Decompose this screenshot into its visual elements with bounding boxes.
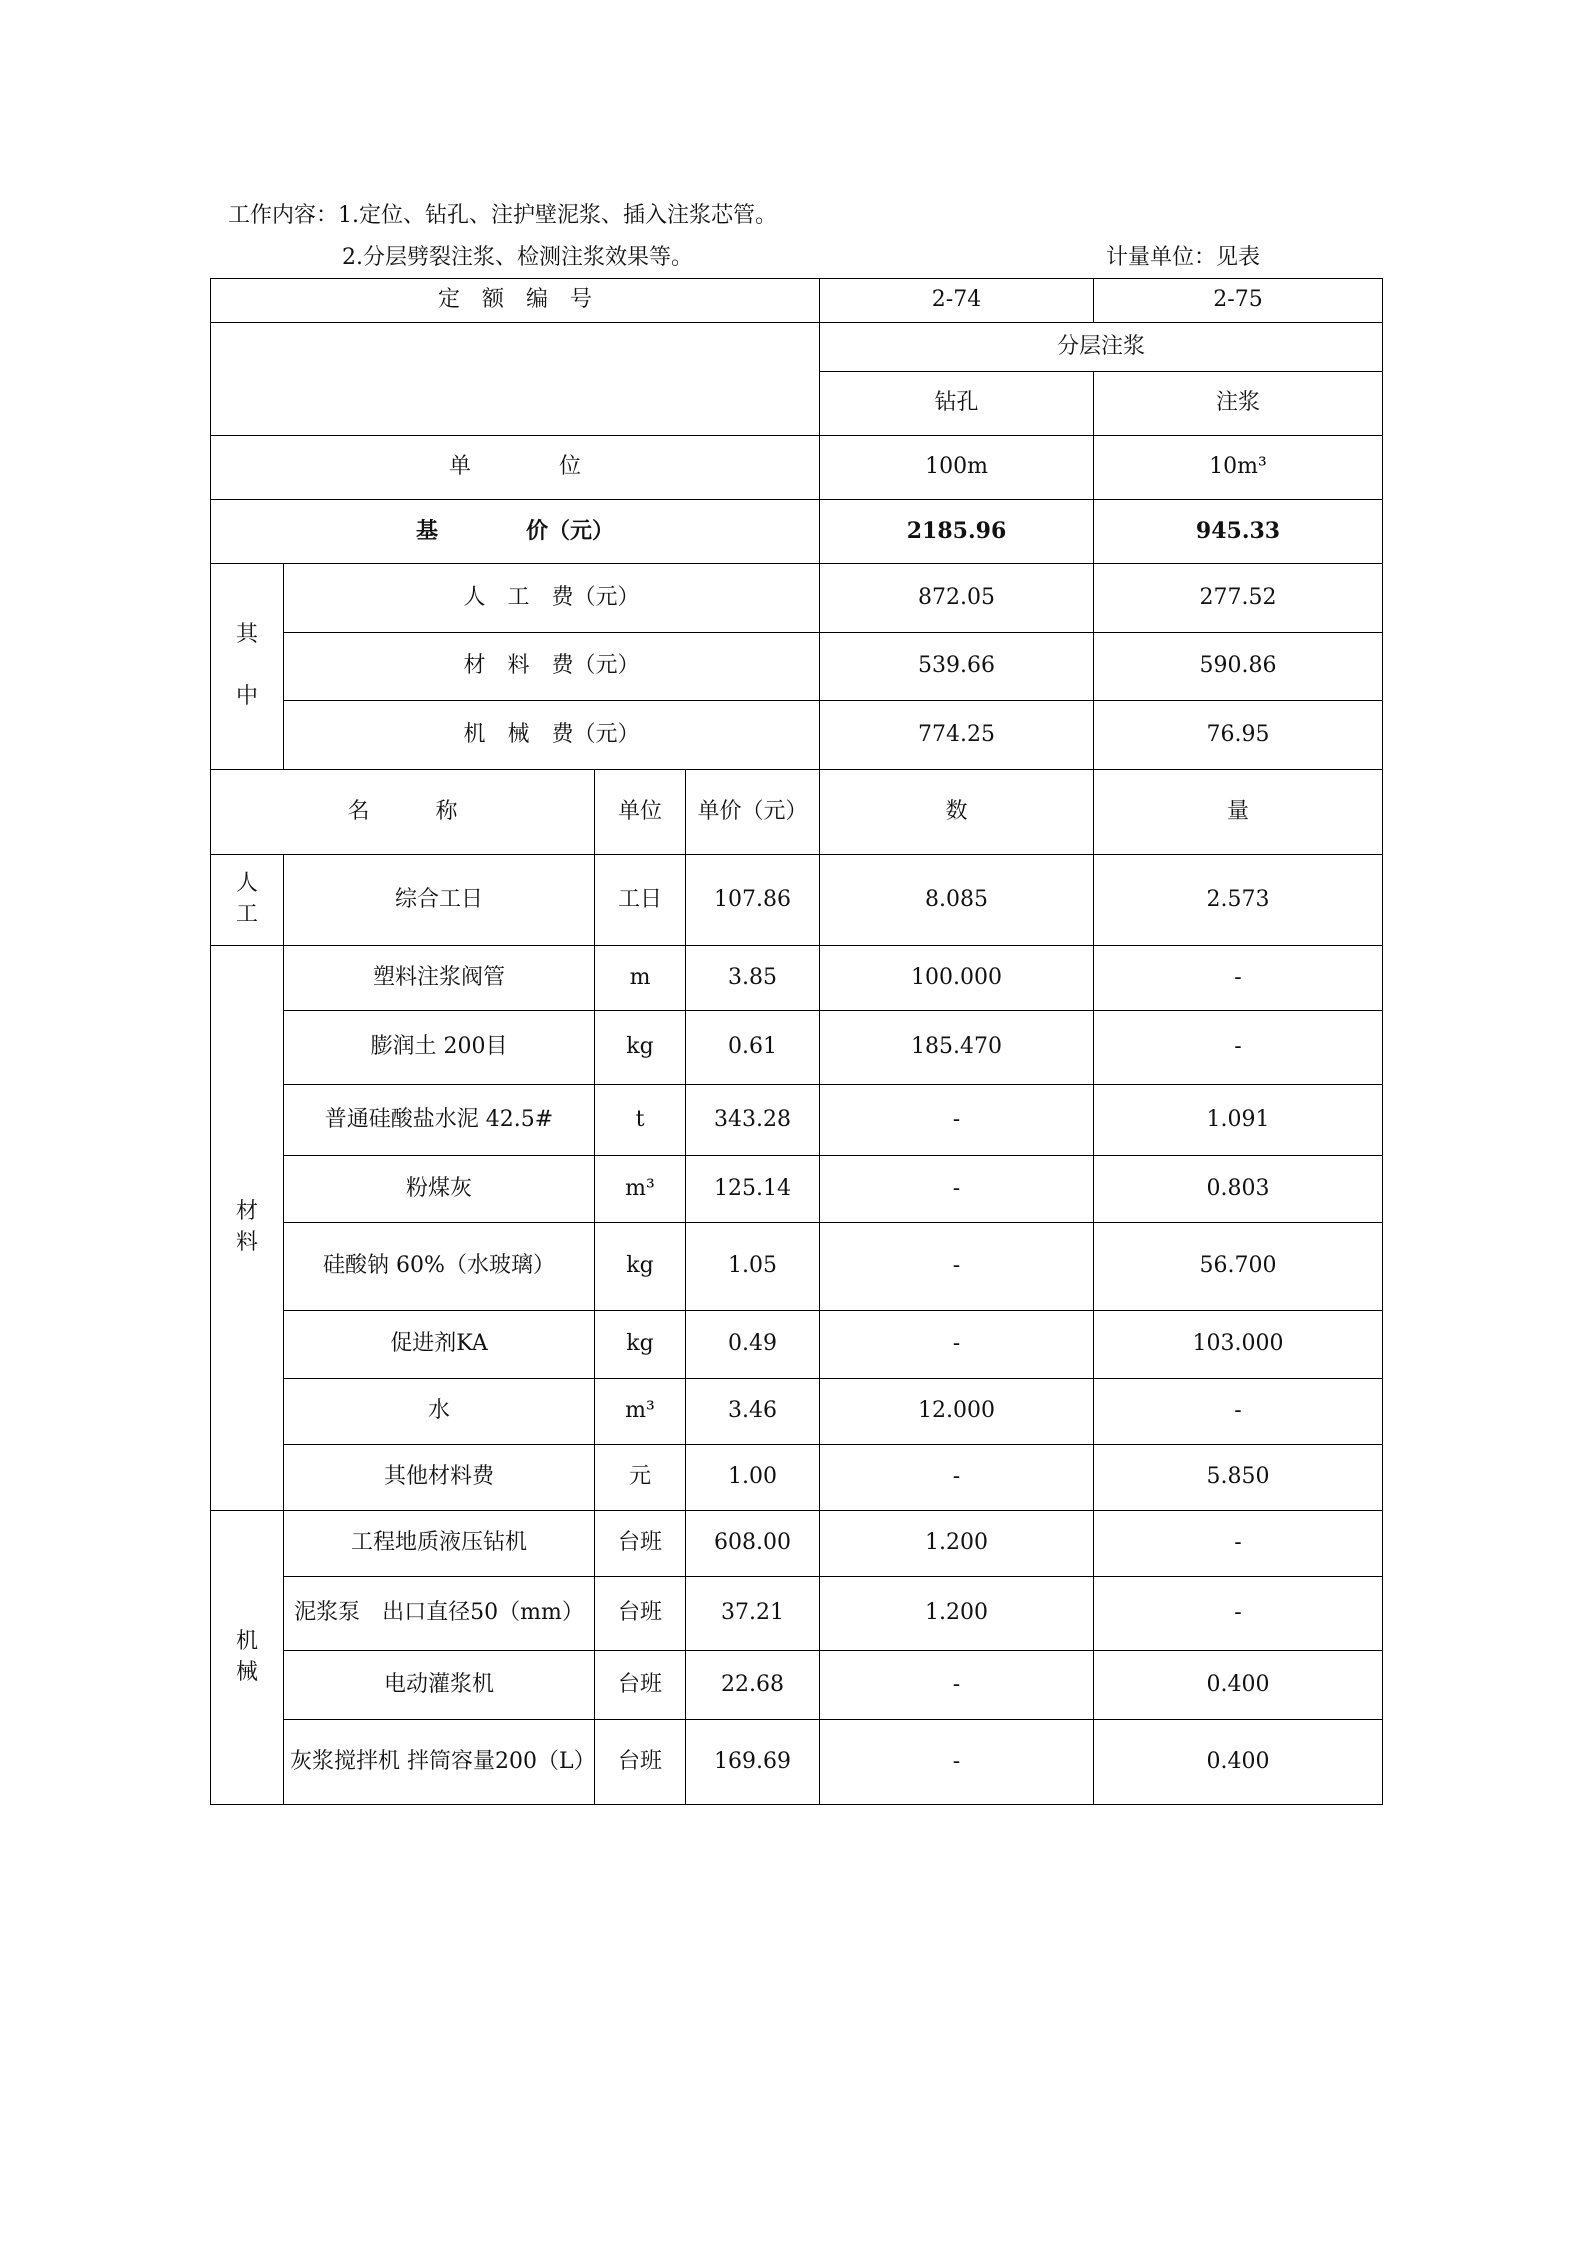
quota-table [210, 278, 1383, 1805]
work-content-line-2: 2.分层劈裂注浆、检测注浆效果等。 [342, 245, 693, 270]
unit-note: 计量单位：见表 [1106, 245, 1261, 270]
item-unit-price: 107.86 [686, 855, 820, 946]
col-qty-header-left: 数 [820, 770, 1094, 855]
table-row [211, 1311, 1383, 1379]
work-content-line-1: 工作内容：1.定位、钻孔、注护壁泥浆、插入注浆芯管。 [228, 203, 777, 228]
item-qty-a: - [820, 1085, 1094, 1156]
item-unit: 台班 [595, 1577, 686, 1651]
item-name: 促进剂KA [284, 1311, 595, 1379]
table-row [211, 1445, 1383, 1511]
item-unit: t [595, 1085, 686, 1156]
table-row [211, 855, 1383, 946]
column-header-row [211, 770, 1383, 855]
labor-cost-a: 872.05 [820, 564, 1094, 633]
item-qty-a: 185.470 [820, 1011, 1094, 1085]
item-qty-a: 1.200 [820, 1511, 1094, 1577]
table-row [211, 1379, 1383, 1445]
item-name: 水 [284, 1379, 595, 1445]
material-cost-row [211, 633, 1383, 701]
project-a: 钻孔 [820, 372, 1094, 436]
item-qty-b: 56.700 [1094, 1223, 1383, 1311]
quota-number-a: 2-74 [820, 279, 1094, 323]
item-name: 综合工日 [284, 855, 595, 946]
item-qty-a: 100.000 [820, 946, 1094, 1011]
item-unit: kg [595, 1223, 686, 1311]
table-row [211, 1511, 1383, 1577]
item-name: 电动灌浆机 [284, 1651, 595, 1720]
col-unit-header: 单位 [595, 770, 686, 855]
item-qty-b: 103.000 [1094, 1311, 1383, 1379]
unit-b: 10m³ [1094, 436, 1383, 500]
item-unit: kg [595, 1311, 686, 1379]
item-name: 灰浆搅拌机 拌筒容量200（L） [284, 1720, 595, 1805]
base-price-b: 945.33 [1094, 500, 1383, 564]
item-qty-a: - [820, 1223, 1094, 1311]
item-qty-b: - [1094, 946, 1383, 1011]
category-machine: 机 械 [211, 1511, 284, 1805]
item-qty-a: 8.085 [820, 855, 1094, 946]
machine-cost-b: 76.95 [1094, 701, 1383, 770]
item-qty-a: - [820, 1720, 1094, 1805]
project-group-row [211, 323, 1383, 372]
item-qty-a: - [820, 1651, 1094, 1720]
item-unit-price: 1.05 [686, 1223, 820, 1311]
item-name: 其他材料费 [284, 1445, 595, 1511]
item-name: 普通硅酸盐水泥 42.5# [284, 1085, 595, 1156]
table-row [211, 1720, 1383, 1805]
item-name: 粉煤灰 [284, 1156, 595, 1223]
item-qty-a: - [820, 1156, 1094, 1223]
table-row [211, 946, 1383, 1011]
item-unit-price: 37.21 [686, 1577, 820, 1651]
item-qty-a: 12.000 [820, 1379, 1094, 1445]
unit-row [211, 436, 1383, 500]
item-unit-price: 0.49 [686, 1311, 820, 1379]
item-qty-b: - [1094, 1379, 1383, 1445]
labor-cost-label: 人 工 费（元） [284, 564, 820, 633]
item-qty-a: 1.200 [820, 1577, 1094, 1651]
material-cost-label: 材 料 费（元） [284, 633, 820, 701]
item-name: 膨润土 200目 [284, 1011, 595, 1085]
base-price-a: 2185.96 [820, 500, 1094, 564]
item-unit-price: 22.68 [686, 1651, 820, 1720]
col-name-header: 名 称 [211, 770, 595, 855]
item-qty-a: - [820, 1311, 1094, 1379]
table-row [211, 1651, 1383, 1720]
item-unit: m [595, 946, 686, 1011]
unit-a: 100m [820, 436, 1094, 500]
item-qty-b: 0.400 [1094, 1720, 1383, 1805]
base-price-row [211, 500, 1383, 564]
item-unit: m³ [595, 1379, 686, 1445]
base-price-label: 基 价（元） [211, 500, 820, 564]
material-cost-b: 590.86 [1094, 633, 1383, 701]
item-name: 工程地质液压钻机 [284, 1511, 595, 1577]
item-name: 硅酸钠 60%（水玻璃） [284, 1223, 595, 1311]
item-qty-a: - [820, 1445, 1094, 1511]
project-b: 注浆 [1094, 372, 1383, 436]
quota-number-b: 2-75 [1094, 279, 1383, 323]
labor-cost-row [211, 564, 1383, 633]
item-unit: m³ [595, 1156, 686, 1223]
item-qty-b: - [1094, 1577, 1383, 1651]
machine-cost-label: 机 械 费（元） [284, 701, 820, 770]
of-which-label: 其 中 [211, 564, 284, 770]
machine-cost-row [211, 701, 1383, 770]
table-row [211, 1577, 1383, 1651]
item-unit-price: 0.61 [686, 1011, 820, 1085]
col-unit-price-header: 单价（元） [686, 770, 820, 855]
item-unit: 台班 [595, 1720, 686, 1805]
item-qty-b: 0.400 [1094, 1651, 1383, 1720]
item-name: 泥浆泵 出口直径50（mm） [284, 1577, 595, 1651]
item-unit-price: 608.00 [686, 1511, 820, 1577]
quota-number-row [211, 279, 1383, 323]
item-unit: kg [595, 1011, 686, 1085]
item-unit-price: 343.28 [686, 1085, 820, 1156]
table-row [211, 1156, 1383, 1223]
labor-cost-b: 277.52 [1094, 564, 1383, 633]
table-row [211, 1223, 1383, 1311]
item-unit: 元 [595, 1445, 686, 1511]
item-unit-price: 3.46 [686, 1379, 820, 1445]
item-qty-b: - [1094, 1011, 1383, 1085]
project-group-label: 分层注浆 [820, 323, 1383, 372]
item-unit: 台班 [595, 1651, 686, 1720]
item-qty-b: 1.091 [1094, 1085, 1383, 1156]
item-unit-price: 1.00 [686, 1445, 820, 1511]
material-cost-a: 539.66 [820, 633, 1094, 701]
item-name: 塑料注浆阀管 [284, 946, 595, 1011]
item-unit-price: 125.14 [686, 1156, 820, 1223]
item-qty-b: 0.803 [1094, 1156, 1383, 1223]
item-unit-price: 3.85 [686, 946, 820, 1011]
item-unit-price: 169.69 [686, 1720, 820, 1805]
unit-label: 单 位 [211, 436, 820, 500]
table-row [211, 1011, 1383, 1085]
machine-cost-a: 774.25 [820, 701, 1094, 770]
item-qty-b: 2.573 [1094, 855, 1383, 946]
project-blank-cell [211, 323, 820, 436]
category-labor: 人 工 [211, 855, 284, 946]
item-unit: 台班 [595, 1511, 686, 1577]
quota-number-label: 定 额 编 号 [211, 279, 820, 323]
category-material: 材 料 [211, 946, 284, 1511]
col-qty-header-right: 量 [1094, 770, 1383, 855]
item-qty-b: 5.850 [1094, 1445, 1383, 1511]
item-qty-b: - [1094, 1511, 1383, 1577]
item-unit: 工日 [595, 855, 686, 946]
table-row [211, 1085, 1383, 1156]
